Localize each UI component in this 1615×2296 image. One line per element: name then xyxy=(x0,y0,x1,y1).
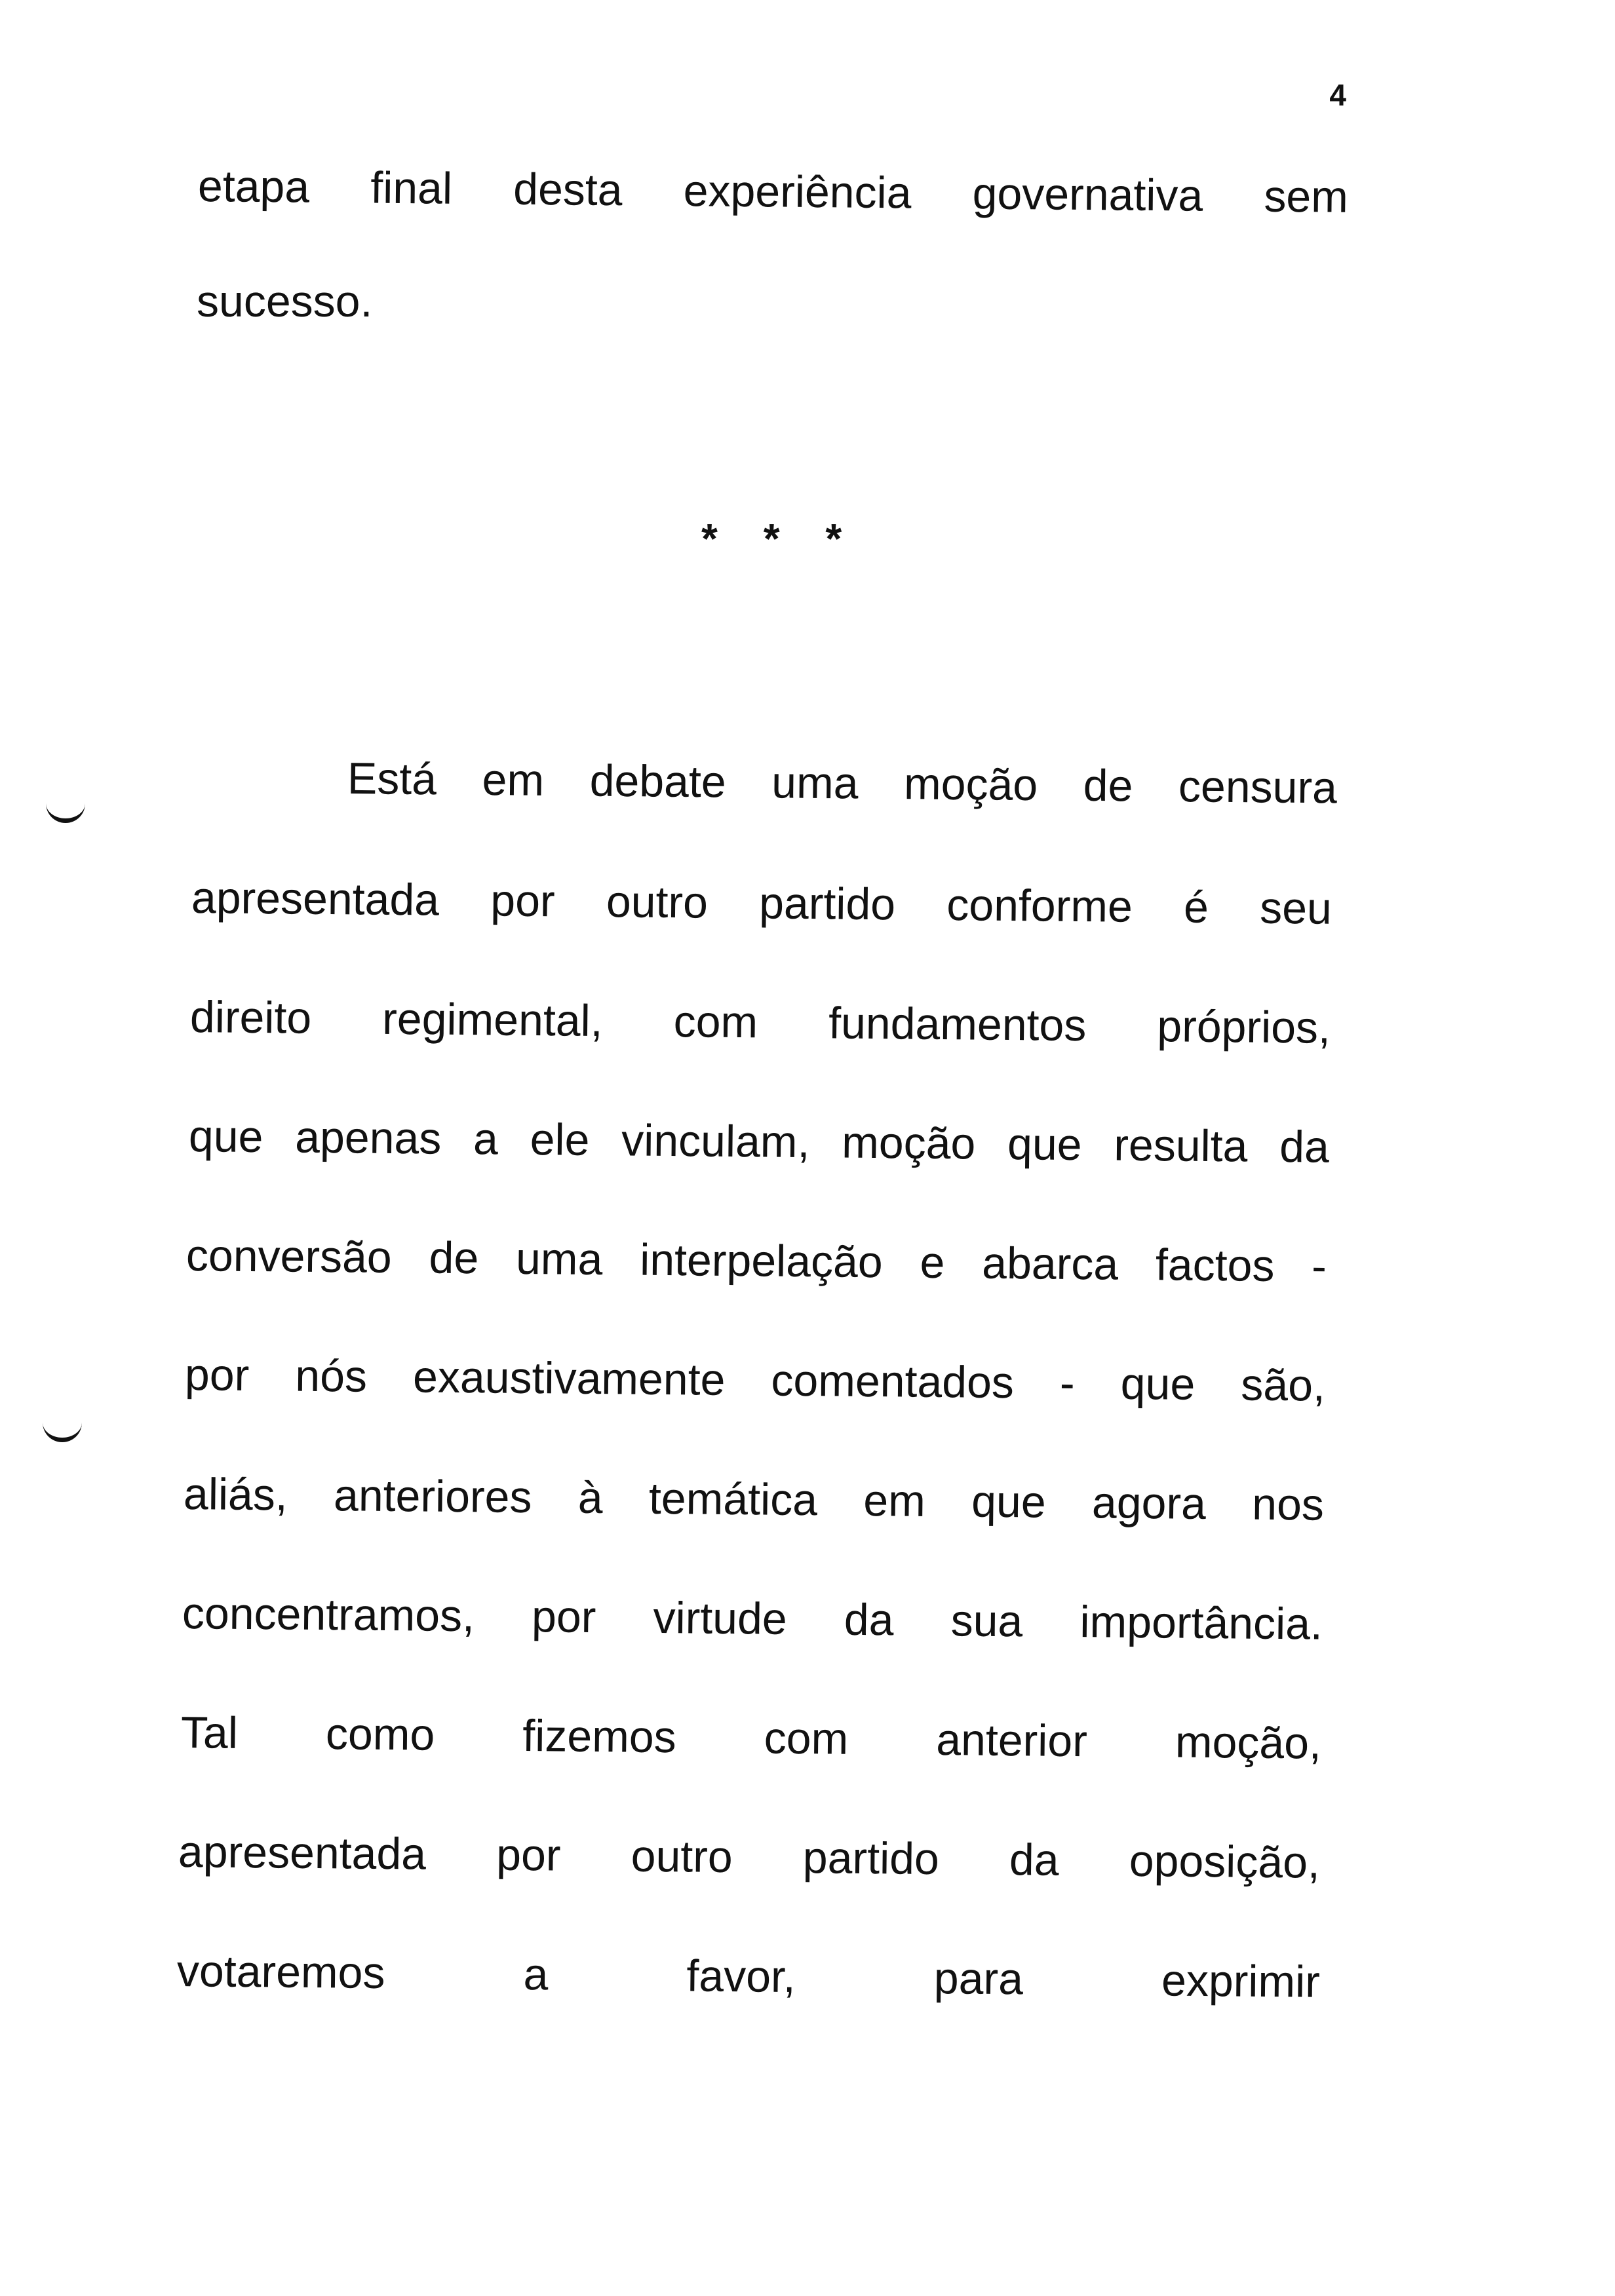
word: a xyxy=(523,1949,549,2000)
word: fundamentos xyxy=(828,998,1087,1051)
word: da xyxy=(1279,1121,1330,1172)
word: anteriores xyxy=(333,1470,532,1523)
word: comentados xyxy=(771,1355,1015,1408)
word: governativa xyxy=(972,168,1203,221)
word: conversão xyxy=(185,1231,393,1283)
word: à xyxy=(577,1472,604,1523)
word: oposição, xyxy=(1129,1835,1321,1888)
word: favor, xyxy=(686,1951,796,2002)
section-separator: * * * xyxy=(701,515,859,562)
word: - xyxy=(1311,1241,1327,1292)
word: para xyxy=(933,1953,1024,2004)
text-line xyxy=(188,1111,1330,1172)
text-line xyxy=(182,1588,1323,1649)
word: moção xyxy=(903,759,1038,811)
word: em xyxy=(482,754,545,805)
word: que xyxy=(1007,1119,1082,1170)
word: apresentada xyxy=(191,873,440,925)
margin-mark xyxy=(46,796,85,823)
word: debate xyxy=(589,756,727,807)
word: - xyxy=(1059,1358,1076,1409)
word: seu xyxy=(1259,883,1333,934)
word: direito xyxy=(189,992,312,1043)
word: fizemos xyxy=(522,1711,677,1763)
word: aliás, xyxy=(183,1469,288,1520)
word: que xyxy=(971,1476,1047,1527)
word: factos xyxy=(1155,1240,1275,1291)
word: uma xyxy=(515,1233,603,1285)
word: é xyxy=(1183,882,1209,932)
word: regimental, xyxy=(381,993,603,1046)
word: da xyxy=(844,1594,894,1645)
word: que xyxy=(188,1111,263,1162)
word: temática xyxy=(648,1473,818,1525)
word: moção, xyxy=(1175,1717,1322,1769)
word: a xyxy=(473,1114,499,1164)
word: por xyxy=(496,1829,561,1881)
text-line xyxy=(183,1469,1325,1530)
text-line xyxy=(197,161,1349,222)
word: outro xyxy=(631,1831,733,1883)
word: exaustivamente xyxy=(412,1352,726,1405)
word: de xyxy=(429,1233,479,1284)
margin-mark xyxy=(43,1415,82,1442)
word: por xyxy=(531,1592,596,1643)
word: nos xyxy=(1251,1479,1325,1530)
word: uma xyxy=(771,757,859,809)
word: importância. xyxy=(1080,1597,1323,1649)
word: por xyxy=(490,875,555,927)
word: desta xyxy=(513,164,623,216)
text-line xyxy=(184,1350,1326,1411)
word: com xyxy=(764,1713,849,1764)
word: são, xyxy=(1240,1360,1326,1411)
word: exprimir xyxy=(1161,1955,1321,2007)
word: de xyxy=(1083,760,1133,811)
word: em xyxy=(863,1475,926,1526)
word: abarca xyxy=(981,1238,1119,1290)
word: próprios, xyxy=(1157,1001,1331,1053)
word: ele xyxy=(530,1115,590,1165)
text-line xyxy=(197,279,372,324)
word: conforme xyxy=(946,880,1133,932)
word: etapa xyxy=(197,161,310,212)
word: censura xyxy=(1178,761,1338,813)
word: que xyxy=(1120,1358,1196,1409)
word: sua xyxy=(950,1596,1023,1647)
word: final xyxy=(370,163,453,214)
word: sucesso. xyxy=(197,277,373,326)
word: partido xyxy=(802,1833,940,1885)
text-line xyxy=(347,754,1338,813)
word: por xyxy=(184,1350,250,1400)
word: vinculam, xyxy=(621,1115,810,1168)
word: resulta xyxy=(1113,1120,1248,1172)
word: Está xyxy=(347,754,437,805)
word: e xyxy=(920,1237,945,1288)
word: sem xyxy=(1264,171,1349,222)
text-line xyxy=(191,873,1333,934)
word: experiência xyxy=(683,166,912,218)
word: nós xyxy=(295,1350,368,1402)
word: agora xyxy=(1091,1478,1207,1529)
word: interpelação xyxy=(639,1234,884,1288)
text-line xyxy=(176,1946,1321,2007)
word: virtude xyxy=(653,1592,788,1644)
word: partido xyxy=(758,878,896,930)
word: concentramos, xyxy=(182,1588,475,1641)
word: da xyxy=(1009,1835,1059,1885)
word: votaremos xyxy=(176,1946,385,1999)
page-number: 4 xyxy=(1329,78,1346,112)
word: como xyxy=(325,1709,435,1760)
word: apresentada xyxy=(178,1827,427,1879)
text-line xyxy=(178,1827,1321,1888)
text-line xyxy=(189,992,1331,1053)
word: moção xyxy=(841,1117,976,1169)
text-line xyxy=(180,1708,1322,1769)
text-line xyxy=(185,1231,1327,1292)
word: anterior xyxy=(935,1715,1088,1767)
word: apenas xyxy=(294,1112,442,1164)
word: Tal xyxy=(180,1708,239,1758)
word: outro xyxy=(606,877,709,928)
word: com xyxy=(673,997,758,1048)
